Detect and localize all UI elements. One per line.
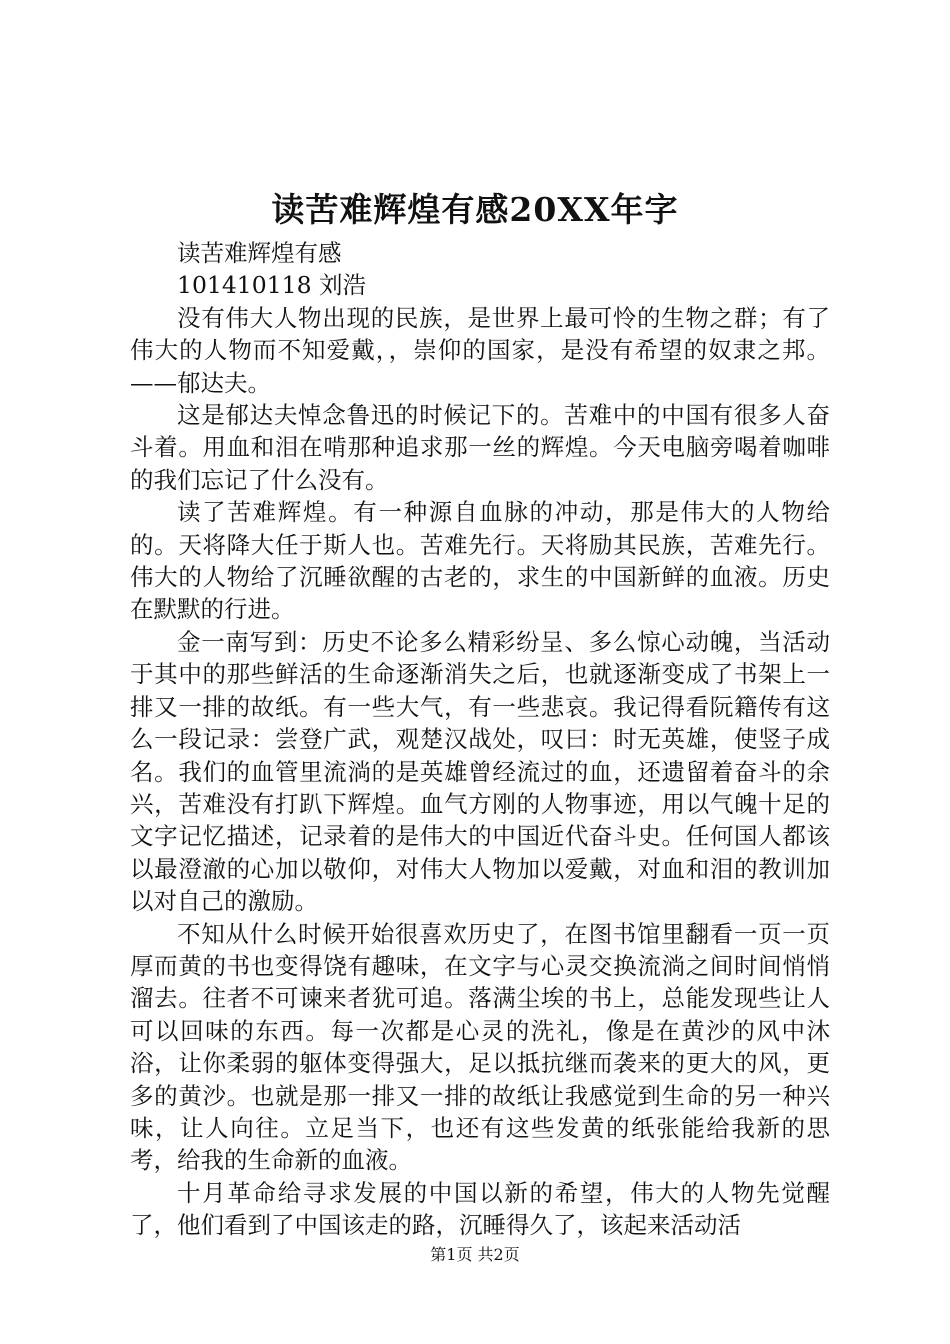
paragraph: 这是郁达夫悼念鲁迅的时候记下的。苦难中的中国有很多人奋斗着。用血和泪在啃那种追求那一丝的辉煌。今天电脑旁喝着咖啡的我们忘记了什么没有。	[130, 401, 830, 494]
paragraph: 读了苦难辉煌。有一种源自血脉的冲动，那是伟大的人物给的。天将降大任于斯人也。苦难先行。天将励其民族，苦难先行。伟大的人物给了沉睡欲醒的古老的，求生的中国新鲜的血液。历史在默默的行进。	[130, 498, 830, 624]
paragraph: 金一南写到：历史不论多么精彩纷呈、多么惊心动魄，当活动于其中的那些鲜活的生命逐渐消失之后，也就逐渐变成了书架上一排又一排的故纸。有一些大气，有一些悲哀。我记得看阮籍传有这么一段记录：尝登广武，观楚汉战处，叹曰：时无英雄，使竖子成名。我们的血管里流淌的是英雄曾经流过的血，还遗留着奋斗的余兴，苦难没有打趴下辉煌。血气方刚的人物事迹，用以气魄十足的文字记忆描述，记录着的是伟大的中国近代奋斗史。任何国人都该以最澄澈的心加以敬仰，对伟大人物加以爱戴，对血和泪的教训加以对自己的激励。	[130, 627, 830, 916]
paragraph-subtitle: 读苦难辉煌有感	[177, 239, 342, 267]
document-body	[130, 237, 830, 1242]
paragraph: 不知从什么时候开始很喜欢历史了，在图书馆里翻看一页一页厚而黄的书也变得饶有趣味，在文字与心灵交换流淌之间时间悄悄溜去。往者不可谏来者犹可追。落满尘埃的书上，总能发现些让人可以回味的东西。每一次都是心灵的洗礼，像是在黄沙的风中沐浴，让你柔弱的躯体变得强大，足以抵抗继而袭来的更大的风，更多的黄沙。也就是那一排又一排的故纸让我感觉到生命的另一种兴味，让人向往。立足当下，也还有这些发黄的纸张能给我新的思考，给我的生命新的血液。	[130, 919, 830, 1175]
document-title: 读苦难辉煌有感20XX年字	[271, 190, 679, 229]
paragraph: 十月革命给寻求发展的中国以新的希望，伟大的人物先觉醒了，他们看到了中国该走的路，沉睡得久了，该起来活动活	[130, 1178, 830, 1240]
paragraph: 没有伟大人物出现的民族，是世界上最可怜的生物之群；有了伟大的人物而不知爱戴，，崇仰的国家，是没有希望的奴隶之邦。——郁达夫。	[130, 303, 830, 397]
paragraph-author: 101410118 刘浩	[177, 271, 367, 300]
page-number-footer: 第1页 共2页	[430, 1245, 520, 1264]
